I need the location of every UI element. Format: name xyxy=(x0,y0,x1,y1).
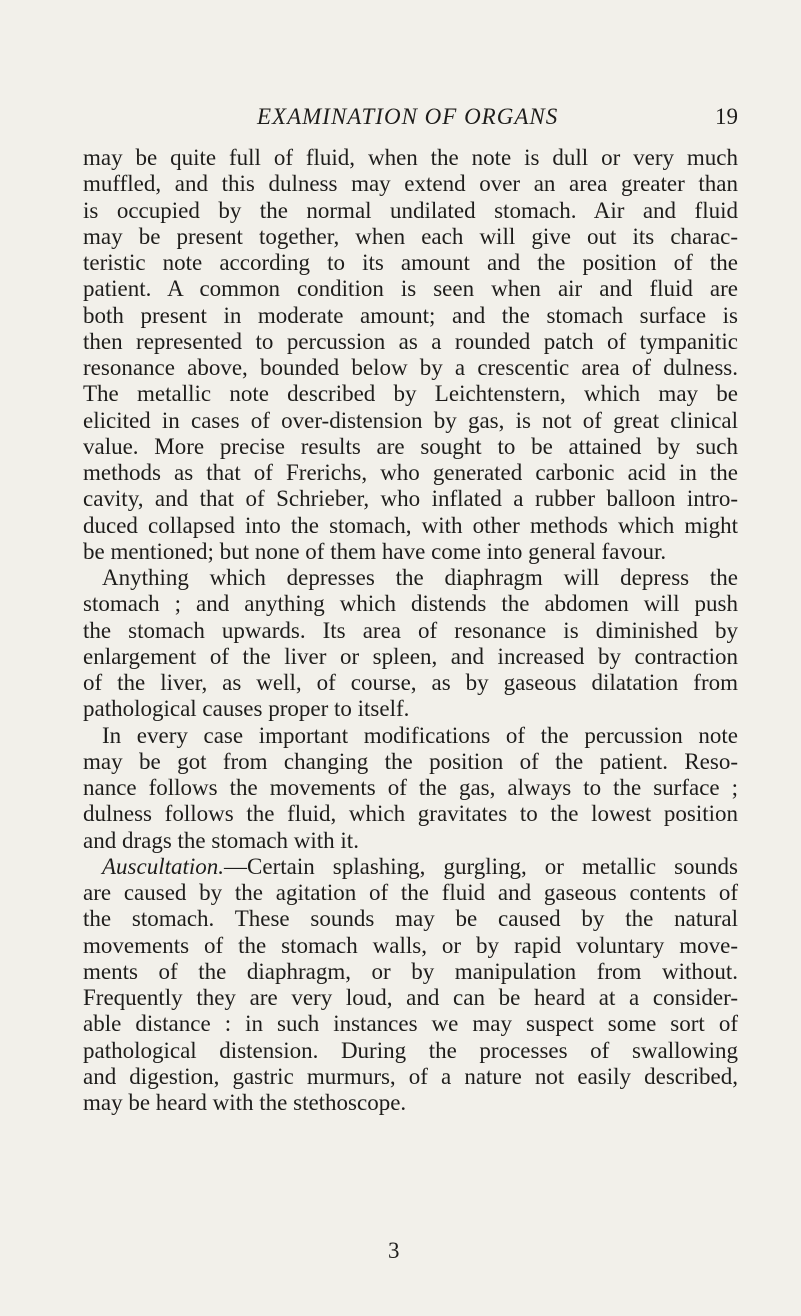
text-line: Anything which depresses the diaphragm will depress the xyxy=(102,565,738,590)
page-number: 19 xyxy=(715,104,738,129)
text-line: able distance : in such instances we may suspect some sort of xyxy=(83,1011,738,1037)
text-line: cavity, and that of Schrieber, who inflated a rubber balloon intro- xyxy=(83,486,738,512)
paragraph xyxy=(83,565,738,723)
text-line: may be present together, when each will give out its charac- xyxy=(83,223,738,249)
text-line: duced collapsed into the stomach, with other methods which might xyxy=(83,512,738,538)
text-line: teristic note according to its amount and the position of the xyxy=(83,250,738,275)
text-line: both present in moderate amount; and the stomach surface is xyxy=(83,302,738,328)
text-line: be mentioned; but none of them have come into general favour. xyxy=(83,538,667,564)
text-line: ments of the diaphragm, or by manipulation from without. xyxy=(83,958,738,984)
text-run: —Certain splashing, gurgling, or metallic sounds xyxy=(224,853,738,879)
text-line: patient. A common condition is seen when air and fluid are xyxy=(83,276,738,302)
text-line: is occupied by the normal undilated stomach. Air and fluid xyxy=(83,197,738,223)
text-line: resonance above, bounded below by a crescentic area of dulness. xyxy=(83,355,738,380)
text-line: nance follows the movements of the gas, always to the surface ; xyxy=(83,775,738,800)
text-line: value. More precise results are sought to be attained by such xyxy=(83,433,738,459)
body-text xyxy=(83,145,738,1116)
text-line: movements of the stomach walls, or by rapid voluntary move- xyxy=(83,932,738,958)
text-line xyxy=(83,854,738,880)
text-line: the stomach. These sounds may be caused by the natural xyxy=(83,906,738,932)
text-line: stomach ; and anything which distends the abdomen will push xyxy=(83,591,738,617)
text-line: may be got from changing the position of the patient. Reso- xyxy=(83,748,738,774)
paragraph xyxy=(83,854,738,1117)
text-line: and drags the stomach with it. xyxy=(83,827,359,853)
text-line: In every case important modifications of the percussion note xyxy=(102,722,738,748)
text-line: are caused by the agitation of the fluid and gaseous contents of xyxy=(83,880,738,905)
text-line: dulness follows the fluid, which gravitates to the lowest position xyxy=(83,801,738,827)
page-header xyxy=(83,104,738,134)
text-line: the stomach upwards. Its area of resonance is diminished by xyxy=(83,617,738,643)
text-line: pathological causes proper to itself. xyxy=(83,696,410,722)
text-line: then represented to percussion as a rounded patch of tympanitic xyxy=(83,328,738,354)
text-line: Frequently they are very loud, and can be heard at a consider- xyxy=(83,985,738,1010)
text-line: may be quite full of fluid, when the note is dull or very much xyxy=(83,145,738,170)
text-line: elicited in cases of over-distension by gas, is not of great clinical xyxy=(83,407,738,433)
text-line: of the liver, as well, of course, as by gaseous dilatation from xyxy=(83,670,738,695)
text-line: The metallic note described by Leichtenstern, which may be xyxy=(83,381,738,407)
section-heading: Auscultation. xyxy=(102,853,225,879)
running-head: EXAMINATION OF ORGANS xyxy=(257,104,559,129)
text-line: enlargement of the liver or spleen, and increased by contraction xyxy=(83,643,738,669)
text-line: muffled, and this dulness may extend over an area greater than xyxy=(83,171,738,197)
paragraph xyxy=(83,723,738,854)
text-line: methods as that of Frerichs, who generated carbonic acid in the xyxy=(83,460,738,485)
text-line: and digestion, gastric murmurs, of a nature not easily described, xyxy=(83,1063,738,1089)
text-line: may be heard with the stethoscope. xyxy=(83,1090,407,1115)
text-line: pathological distension. During the processes of swallowing xyxy=(83,1037,738,1063)
paragraph xyxy=(83,145,738,565)
signature-mark: 3 xyxy=(388,1238,400,1263)
